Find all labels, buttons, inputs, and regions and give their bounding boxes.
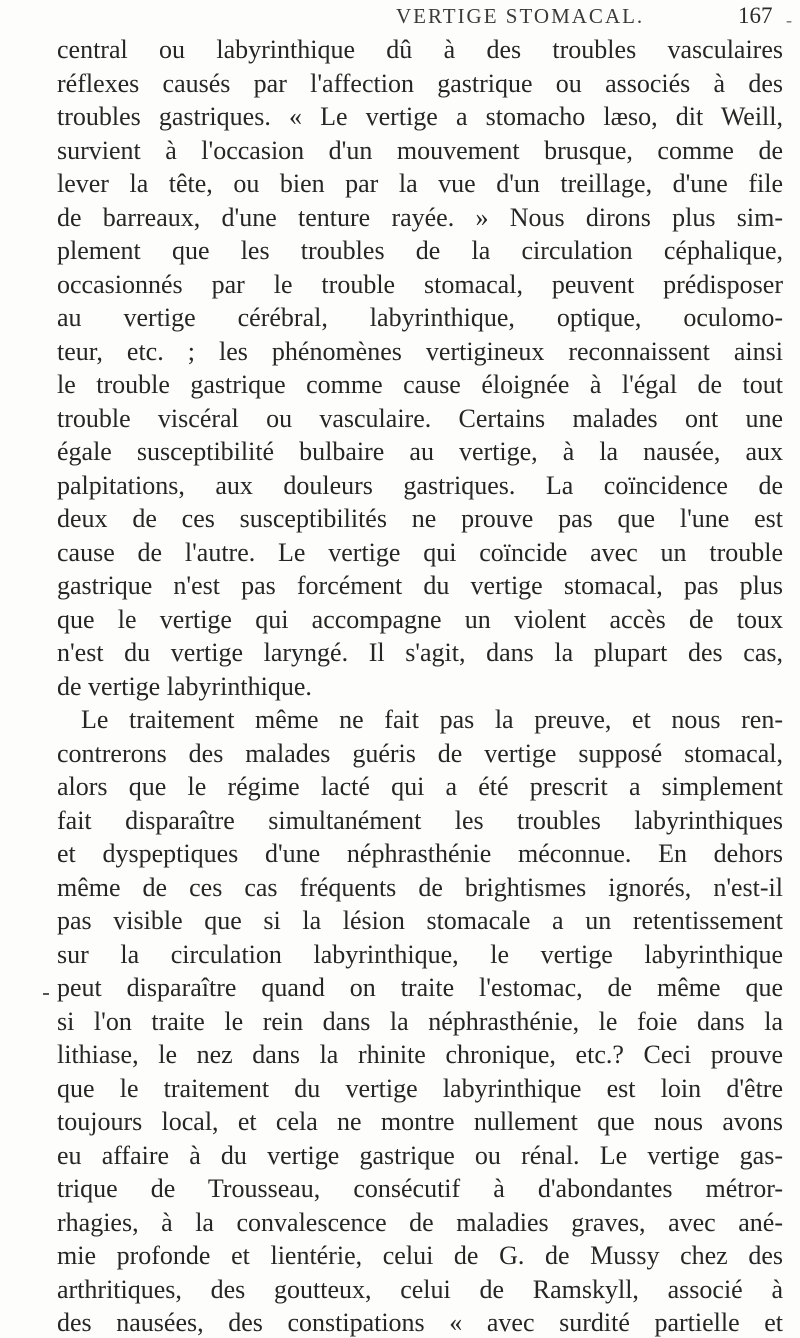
text-line: réflexes causés par l'affection gastrique ou associés à des xyxy=(57,68,783,98)
running-title: VERTIGE STOMACAL. xyxy=(396,4,645,28)
text-line: occasionnés par le trouble stomacal, peuvent prédisposer xyxy=(57,269,783,299)
page-number: 167 xyxy=(738,3,773,28)
text-line: gastrique n'est pas forcément du vertige stomacal, pas plus xyxy=(57,571,783,600)
text-line: égale susceptibilité bulbaire au vertige, à la nausée, aux xyxy=(57,437,783,466)
text-line: plement que les troubles de la circulation céphalique, xyxy=(57,236,783,265)
text-line: n'est du vertige laryngé. Il s'agit, dans la plupart des cas, xyxy=(57,638,783,667)
text-line: pas visible que si la lésion stomacale a un retentissement xyxy=(57,906,783,935)
text-line: trique de Trousseau, consécutif à d'abondantes métror- xyxy=(57,1174,783,1203)
text-line: Le traitement même ne fait pas la preuve, et nous ren- xyxy=(81,705,783,734)
text-line: au vertige cérébral, labyrinthique, optique, oculomo- xyxy=(57,303,783,332)
text-line: central ou labyrinthique dû à des troubles vasculaires xyxy=(57,35,783,64)
text-line: des nausées, des constipations « avec surdité partielle et xyxy=(57,1308,783,1337)
text-line: si l'on traite le rein dans la néphrasthénie, le foie dans la xyxy=(57,1006,783,1036)
text-line: même de ces cas fréquents de brightismes ignorés, n'est-il xyxy=(57,872,783,902)
text-line: le trouble gastrique comme cause éloignée à l'égal de tout xyxy=(57,370,783,399)
text-line: de barreaux, d'une tenture rayée. » Nous dirons plus sim- xyxy=(57,202,783,232)
text-line: lever la tête, ou bien par la vue d'un treillage, d'une file xyxy=(57,169,783,198)
text-line: alors que le régime lacté qui a été prescrit a simplement xyxy=(57,772,783,801)
text-line: trouble viscéral ou vasculaire. Certains malades ont une xyxy=(57,403,783,433)
margin-mark: - xyxy=(786,10,792,30)
text-line: de vertige labyrinthique. xyxy=(57,671,312,701)
text-line: arthritiques, des goutteux, celui de Ramskyll, associé à xyxy=(57,1274,783,1304)
text-line: fait disparaître simultanément les troubles labyrinthiques xyxy=(57,805,783,835)
text-line: rhagies, à la convalescence de maladies graves, avec ané- xyxy=(57,1207,783,1237)
text-line: troubles gastriques. « Le vertige a stomacho læso, dit Weill, xyxy=(57,102,783,131)
text-line: peut disparaître quand on traite l'estomac, de même que xyxy=(57,973,783,1002)
text-line: que le vertige qui accompagne un violent accès de toux xyxy=(57,604,783,634)
text-line: deux de ces susceptibilités ne prouve pas que l'une est xyxy=(57,504,783,533)
text-line: et dyspeptiques d'une néphrasthénie méconnue. En dehors xyxy=(57,839,783,868)
text-line: cause de l'autre. Le vertige qui coïncide avec un trouble xyxy=(57,537,783,567)
text-line: survient à l'occasion d'un mouvement brusque, comme de xyxy=(57,135,783,165)
text-line: teur, etc. ; les phénomènes vertigineux reconnaissent ainsi xyxy=(57,336,783,366)
text-line: sur la circulation labyrinthique, le vertige labyrinthique xyxy=(57,939,783,969)
text-line: palpitations, aux douleurs gastriques. La coïncidence de xyxy=(57,470,783,500)
text-line: toujours local, et cela ne montre nullement que nous avons xyxy=(57,1107,783,1136)
margin-dash-mark xyxy=(43,993,49,995)
text-line: eu affaire à du vertige gastrique ou rénal. Le vertige gas- xyxy=(57,1140,783,1170)
text-line: lithiase, le nez dans la rhinite chronique, etc.? Ceci prouve xyxy=(57,1040,783,1069)
text-line: que le traitement du vertige labyrinthique est loin d'être xyxy=(57,1073,783,1103)
text-line: mie profonde et lientérie, celui de G. de Mussy chez des xyxy=(57,1241,783,1270)
body-text xyxy=(57,33,783,1338)
text-line: contrerons des malades guéris de vertige supposé stomacal, xyxy=(57,738,783,768)
